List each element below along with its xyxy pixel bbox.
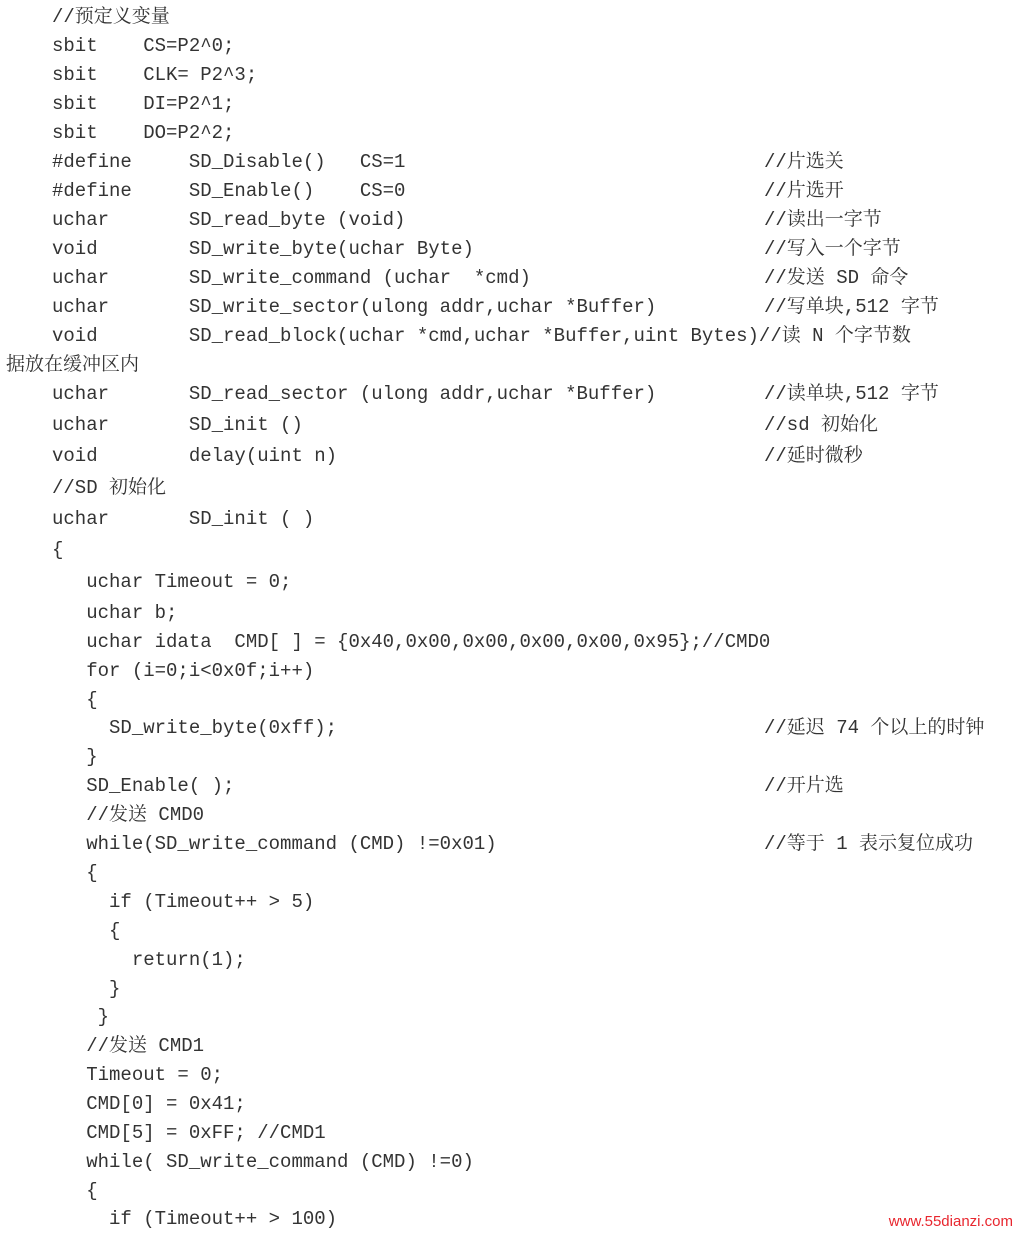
code-line-comment: //读单块,512 字节 bbox=[764, 383, 939, 405]
code-line-comment: //片选开 bbox=[764, 180, 844, 202]
code-line-comment: //延迟 74 个以上的时钟 bbox=[764, 717, 985, 739]
code-line: uchar b; bbox=[52, 602, 178, 624]
code-line: } bbox=[52, 978, 121, 1000]
code-line: sbit DI=P2^1; bbox=[52, 93, 235, 115]
code-line: { bbox=[52, 862, 98, 884]
code-line: sbit DO=P2^2; bbox=[52, 122, 235, 144]
code-line: while( SD_write_command (CMD) !=0) bbox=[52, 1151, 474, 1173]
code-line-comment: //sd 初始化 bbox=[764, 414, 879, 436]
code-line: uchar Timeout = 0; bbox=[52, 571, 292, 593]
code-line: { bbox=[52, 539, 64, 561]
code-line: return(1); bbox=[52, 949, 246, 971]
site-watermark: www.55dianzi.com bbox=[888, 1213, 1013, 1230]
code-line: { bbox=[52, 689, 98, 711]
code-line-comment: //写单块,512 字节 bbox=[764, 296, 939, 318]
code-line: //发送 CMD0 bbox=[52, 804, 205, 826]
code-line: uchar SD_init ( ) bbox=[52, 508, 315, 530]
code-line-comment: //开片选 bbox=[764, 775, 844, 797]
code-line: uchar SD_write_sector(ulong addr,uchar *Buffer) bbox=[52, 296, 657, 318]
code-line: CMD[5] = 0xFF; //CMD1 bbox=[52, 1122, 326, 1144]
code-line: } bbox=[52, 1006, 110, 1028]
code-line: while(SD_write_command (CMD) !=0x01) bbox=[52, 833, 497, 855]
code-line: //发送 CMD1 bbox=[52, 1035, 205, 1057]
code-line: uchar SD_read_byte (void) bbox=[52, 209, 406, 231]
code-line: if (Timeout++ > 100) bbox=[52, 1208, 338, 1230]
code-line-comment: //发送 SD 命令 bbox=[764, 267, 909, 289]
code-line-comment: //读出一字节 bbox=[764, 209, 882, 231]
code-line: Timeout = 0; bbox=[52, 1064, 224, 1086]
code-line: #define SD_Disable() CS=1 bbox=[52, 151, 406, 173]
code-line: } bbox=[52, 746, 98, 768]
code-line: if (Timeout++ > 5) bbox=[52, 891, 315, 913]
code-line: void SD_read_block(uchar *cmd,uchar *Buffer,uint Bytes)//读 N 个字节数 bbox=[52, 325, 911, 347]
code-line-comment: //等于 1 表示复位成功 bbox=[764, 833, 974, 855]
code-line: uchar SD_write_command (uchar *cmd) bbox=[52, 267, 531, 289]
code-line: sbit CS=P2^0; bbox=[52, 35, 235, 57]
code-line: uchar SD_init () bbox=[52, 414, 303, 436]
code-line: //预定义变量 bbox=[52, 6, 170, 28]
code-line: CMD[0] = 0x41; bbox=[52, 1093, 246, 1115]
code-line: SD_write_byte(0xff); bbox=[52, 717, 338, 739]
code-line: uchar idata CMD[ ] = {0x40,0x00,0x00,0x00,0x00,0x95};//CMD0 bbox=[52, 631, 771, 653]
code-line: sbit CLK= P2^3; bbox=[52, 64, 258, 86]
wrapped-comment-continuation: 据放在缓冲区内 bbox=[6, 353, 140, 375]
code-line-comment: //写入一个字节 bbox=[764, 238, 901, 260]
code-line: { bbox=[52, 920, 121, 942]
code-line: SD_Enable( ); bbox=[52, 775, 235, 797]
code-line: void delay(uint n) bbox=[52, 445, 338, 467]
code-line-comment: //片选关 bbox=[764, 151, 844, 173]
code-line: #define SD_Enable() CS=0 bbox=[52, 180, 406, 202]
code-line: for (i=0;i<0x0f;i++) bbox=[52, 660, 315, 682]
code-line-comment: //延时微秒 bbox=[764, 445, 863, 467]
code-line: //SD 初始化 bbox=[52, 477, 167, 499]
code-line: void SD_write_byte(uchar Byte) bbox=[52, 238, 474, 260]
code-line: { bbox=[52, 1180, 98, 1202]
code-line: uchar SD_read_sector (ulong addr,uchar *Buffer) bbox=[52, 383, 657, 405]
